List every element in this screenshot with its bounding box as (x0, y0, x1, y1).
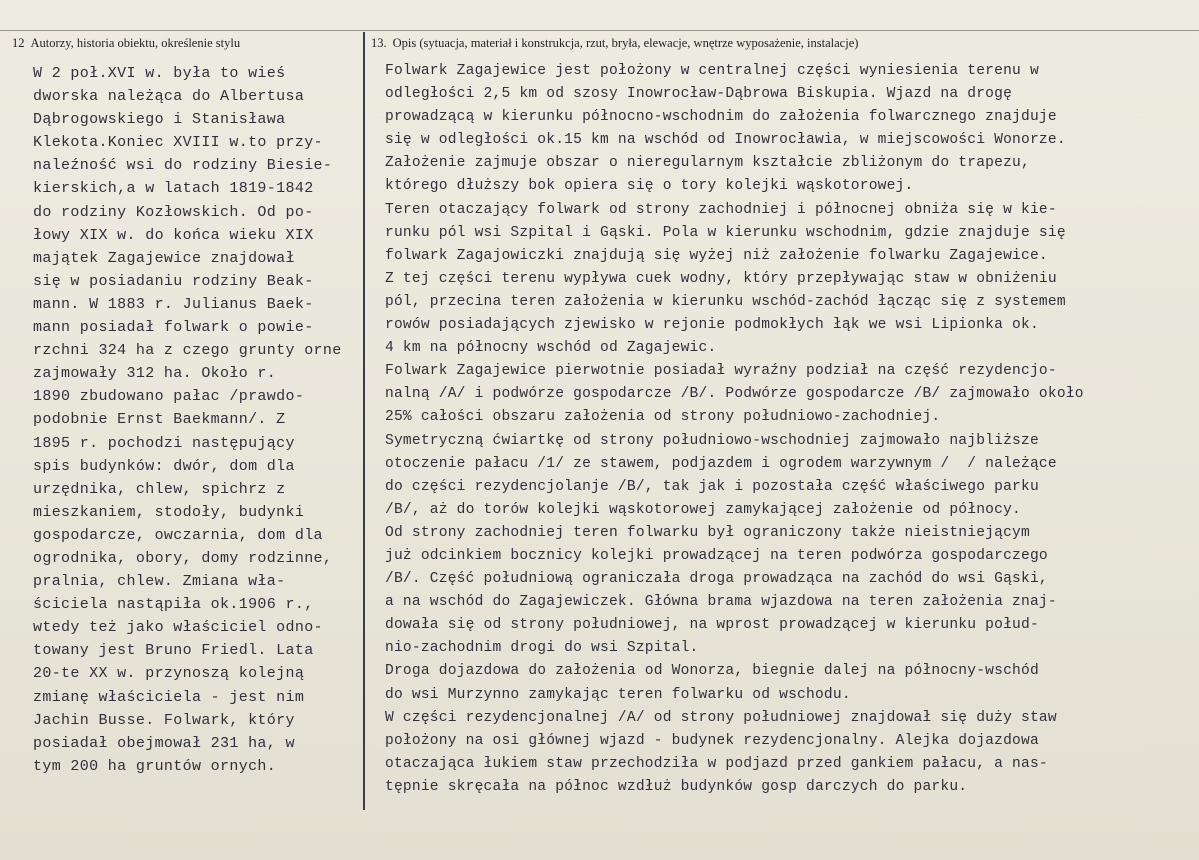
text-line: dworska należąca do Albertusa (33, 88, 305, 106)
section-13-title: Opis (sytuacja, materiał i konstrukcja, rzut, bryła, elewacje, wnętrze wyposażenie, instalacje) (392, 36, 859, 50)
text-line: /B/, aż do torów kolejki wąskotorowej zamykającej założenie od północy. (385, 501, 1021, 518)
text-line: dowała się od strony południowej, na wprost prowadzącej w kierunku połud- (385, 617, 1039, 634)
text-line: Droga dojazdowa do założenia od Wonorza, biegnie dalej na północny-wschód (385, 663, 1039, 680)
text-line: mieszkaniem, stodoły, budynki (33, 503, 305, 521)
text-line: Założenie zajmuje obszar o nieregularnym kształcie zbliżonym do trapezu, (385, 155, 1030, 172)
text-line: 20-te XX w. przynoszą kolejną (33, 665, 305, 683)
text-line: Symetryczną ćwiartkę od strony południowo-wschodniej zajmowało najbliższe (385, 432, 1039, 449)
text-line: Folwark Zagajewice pierwotnie posiadał wyraźny podział na część rezydencjo- (385, 363, 1057, 380)
description-text-column (385, 60, 1084, 799)
text-line: Folwark Zagajewice jest położony w centralnej części wyniesienia terenu w (385, 63, 1039, 79)
text-line: Od strony zachodniej teren folwarku był ograniczony także nieistniejącym (385, 524, 1030, 541)
text-line: odległości 2,5 km od szosy Inowrocław-Dąbrowa Biskupia. Wjazd na drogę (385, 86, 1013, 103)
section-13-number: 13. (371, 36, 387, 50)
text-line: ściciela nastąpiła ok.1906 r., (33, 596, 314, 614)
text-line: prowadzącą w kierunku północno-wschodnim do założenia folwarcznego znajduje (385, 109, 1057, 126)
text-line: tępnie skręcała na północ wzdłuż budynków gosp darczych do parku. (385, 778, 968, 795)
text-line: wtedy też jako właściciel odno- (33, 619, 323, 637)
text-line: do części rezydencjolanje /B/, tak jak i pozostała część właściwego parku (385, 478, 1039, 495)
text-line: runku pól wsi Szpital i Gąski. Pola w kierunku wschodnim, gdzie znajduje się (385, 224, 1066, 241)
text-line: już odcinkiem bocznicy kolejki prowadzącej na teren podwórza gospodarczego (385, 547, 1048, 564)
text-line: W części rezydencjonalnej /A/ od strony południowej znajdował się duży staw (385, 709, 1057, 726)
text-line: pól, przecina teren założenia w kierunku wschód-zachód łącząc się z systemem (385, 293, 1066, 310)
text-line: majątek Zagajewice znajdował (33, 249, 295, 267)
text-line: urzędnika, chlew, spichrz z (33, 480, 286, 498)
section-12-number: 12 (12, 36, 25, 50)
text-line: do wsi Murzynno zamykając teren folwarku od wschodu. (385, 686, 851, 703)
text-line: W 2 poł.XVI w. była to wieś (33, 65, 286, 82)
section-13-header (371, 36, 858, 51)
text-line: nio-zachodnim drogi do wsi Szpital. (385, 640, 699, 657)
text-line: gospodarcze, owczarnia, dom dla (33, 526, 323, 544)
text-line: otaczająca łukiem staw przechodziła w podjazd przed gankiem pałacu, a nas- (385, 755, 1048, 772)
text-line: którego dłuższy bok opiera się o tory kolejki wąskotorowej. (385, 178, 914, 195)
text-line: Jachin Busse. Folwark, który (33, 711, 295, 729)
text-line: zajmowały 312 ha. Około r. (33, 365, 277, 383)
text-line: spis budynków: dwór, dom dla (33, 457, 295, 475)
text-line: do rodziny Kozłowskich. Od po- (33, 203, 314, 221)
text-line: Klekota.Koniec XVIII w.to przy- (33, 134, 323, 152)
text-line: podobnie Ernst Baekmann/. Z (33, 411, 286, 429)
section-12-title: Autorzy, historia obiektu, określenie stylu (30, 36, 241, 50)
top-rule (0, 30, 1199, 31)
text-line: Dąbrogowskiego i Stanisława (33, 111, 286, 129)
text-line: towany jest Bruno Friedl. Lata (33, 642, 314, 660)
text-line: /B/. Część południową ograniczała droga prowadząca na zachód do wsi Gąski, (385, 571, 1048, 588)
text-line: a na wschód do Zagajewiczek. Główna brama wjazdowa na teren założenia znaj- (385, 594, 1057, 611)
text-line: kierskich,a w latach 1819-1842 (33, 180, 314, 198)
text-line: pralnia, chlew. Zmiana wła- (33, 573, 286, 591)
text-line: położony na osi głównej wjazd - budynek rezydencjonalny. Alejka dojazdowa (385, 732, 1039, 749)
text-line: Z tej części terenu wypływa cuek wodny, który przepływając staw w obniżeniu (385, 270, 1057, 287)
text-line: naleźność wsi do rodziny Biesie- (33, 157, 333, 175)
text-line: mann posiadał folwark o powie- (33, 319, 314, 337)
text-line: tym 200 ha gruntów ornych. (33, 757, 277, 775)
text-line: 1895 r. pochodzi następujący (33, 434, 295, 452)
text-line: folwark Zagajowiczki znajdują się wyżej niż założenie folwarku Zagajewice. (385, 247, 1048, 264)
section-12-header (12, 36, 240, 51)
text-line: otoczenie pałacu /1/ ze stawem, podjazdem i ogrodem warzywnym / / należące (385, 455, 1057, 472)
column-divider (363, 32, 365, 810)
text-line: rowów posiadających zjewisko w rejonie podmokłych łąk we wsi Lipionka ok. (385, 317, 1039, 334)
text-line: Teren otaczający folwark od strony zachodniej i północnej obniża się w kie- (385, 201, 1057, 218)
text-line: łowy XIX w. do końca wieku XIX (33, 226, 314, 244)
text-line: mann. W 1883 r. Julianus Baek- (33, 295, 314, 313)
text-line: się w posiadaniu rodziny Beak- (33, 272, 314, 290)
history-text-column (33, 62, 342, 778)
text-line: 4 km na północny wschód od Zagajewic. (385, 340, 717, 357)
text-line: się w odległości ok.15 km na wschód od Inowrocławia, w miejscowości Wonorze. (385, 132, 1066, 149)
text-line: zmianę właściciela - jest nim (33, 688, 305, 706)
text-line: rzchni 324 ha z czego grunty orne (33, 342, 342, 360)
text-line: nalną /A/ i podwórze gospodarcze /B/. Podwórze gospodarcze /B/ zajmowało około (385, 386, 1084, 403)
text-line: posiadał obejmował 231 ha, w (33, 734, 295, 752)
text-line: 25% całości obszaru założenia od strony południowo-zachodniej. (385, 409, 941, 426)
text-line: 1890 zbudowano pałac /prawdo- (33, 388, 305, 406)
text-line: ogrodnika, obory, domy rodzinne, (33, 549, 333, 567)
